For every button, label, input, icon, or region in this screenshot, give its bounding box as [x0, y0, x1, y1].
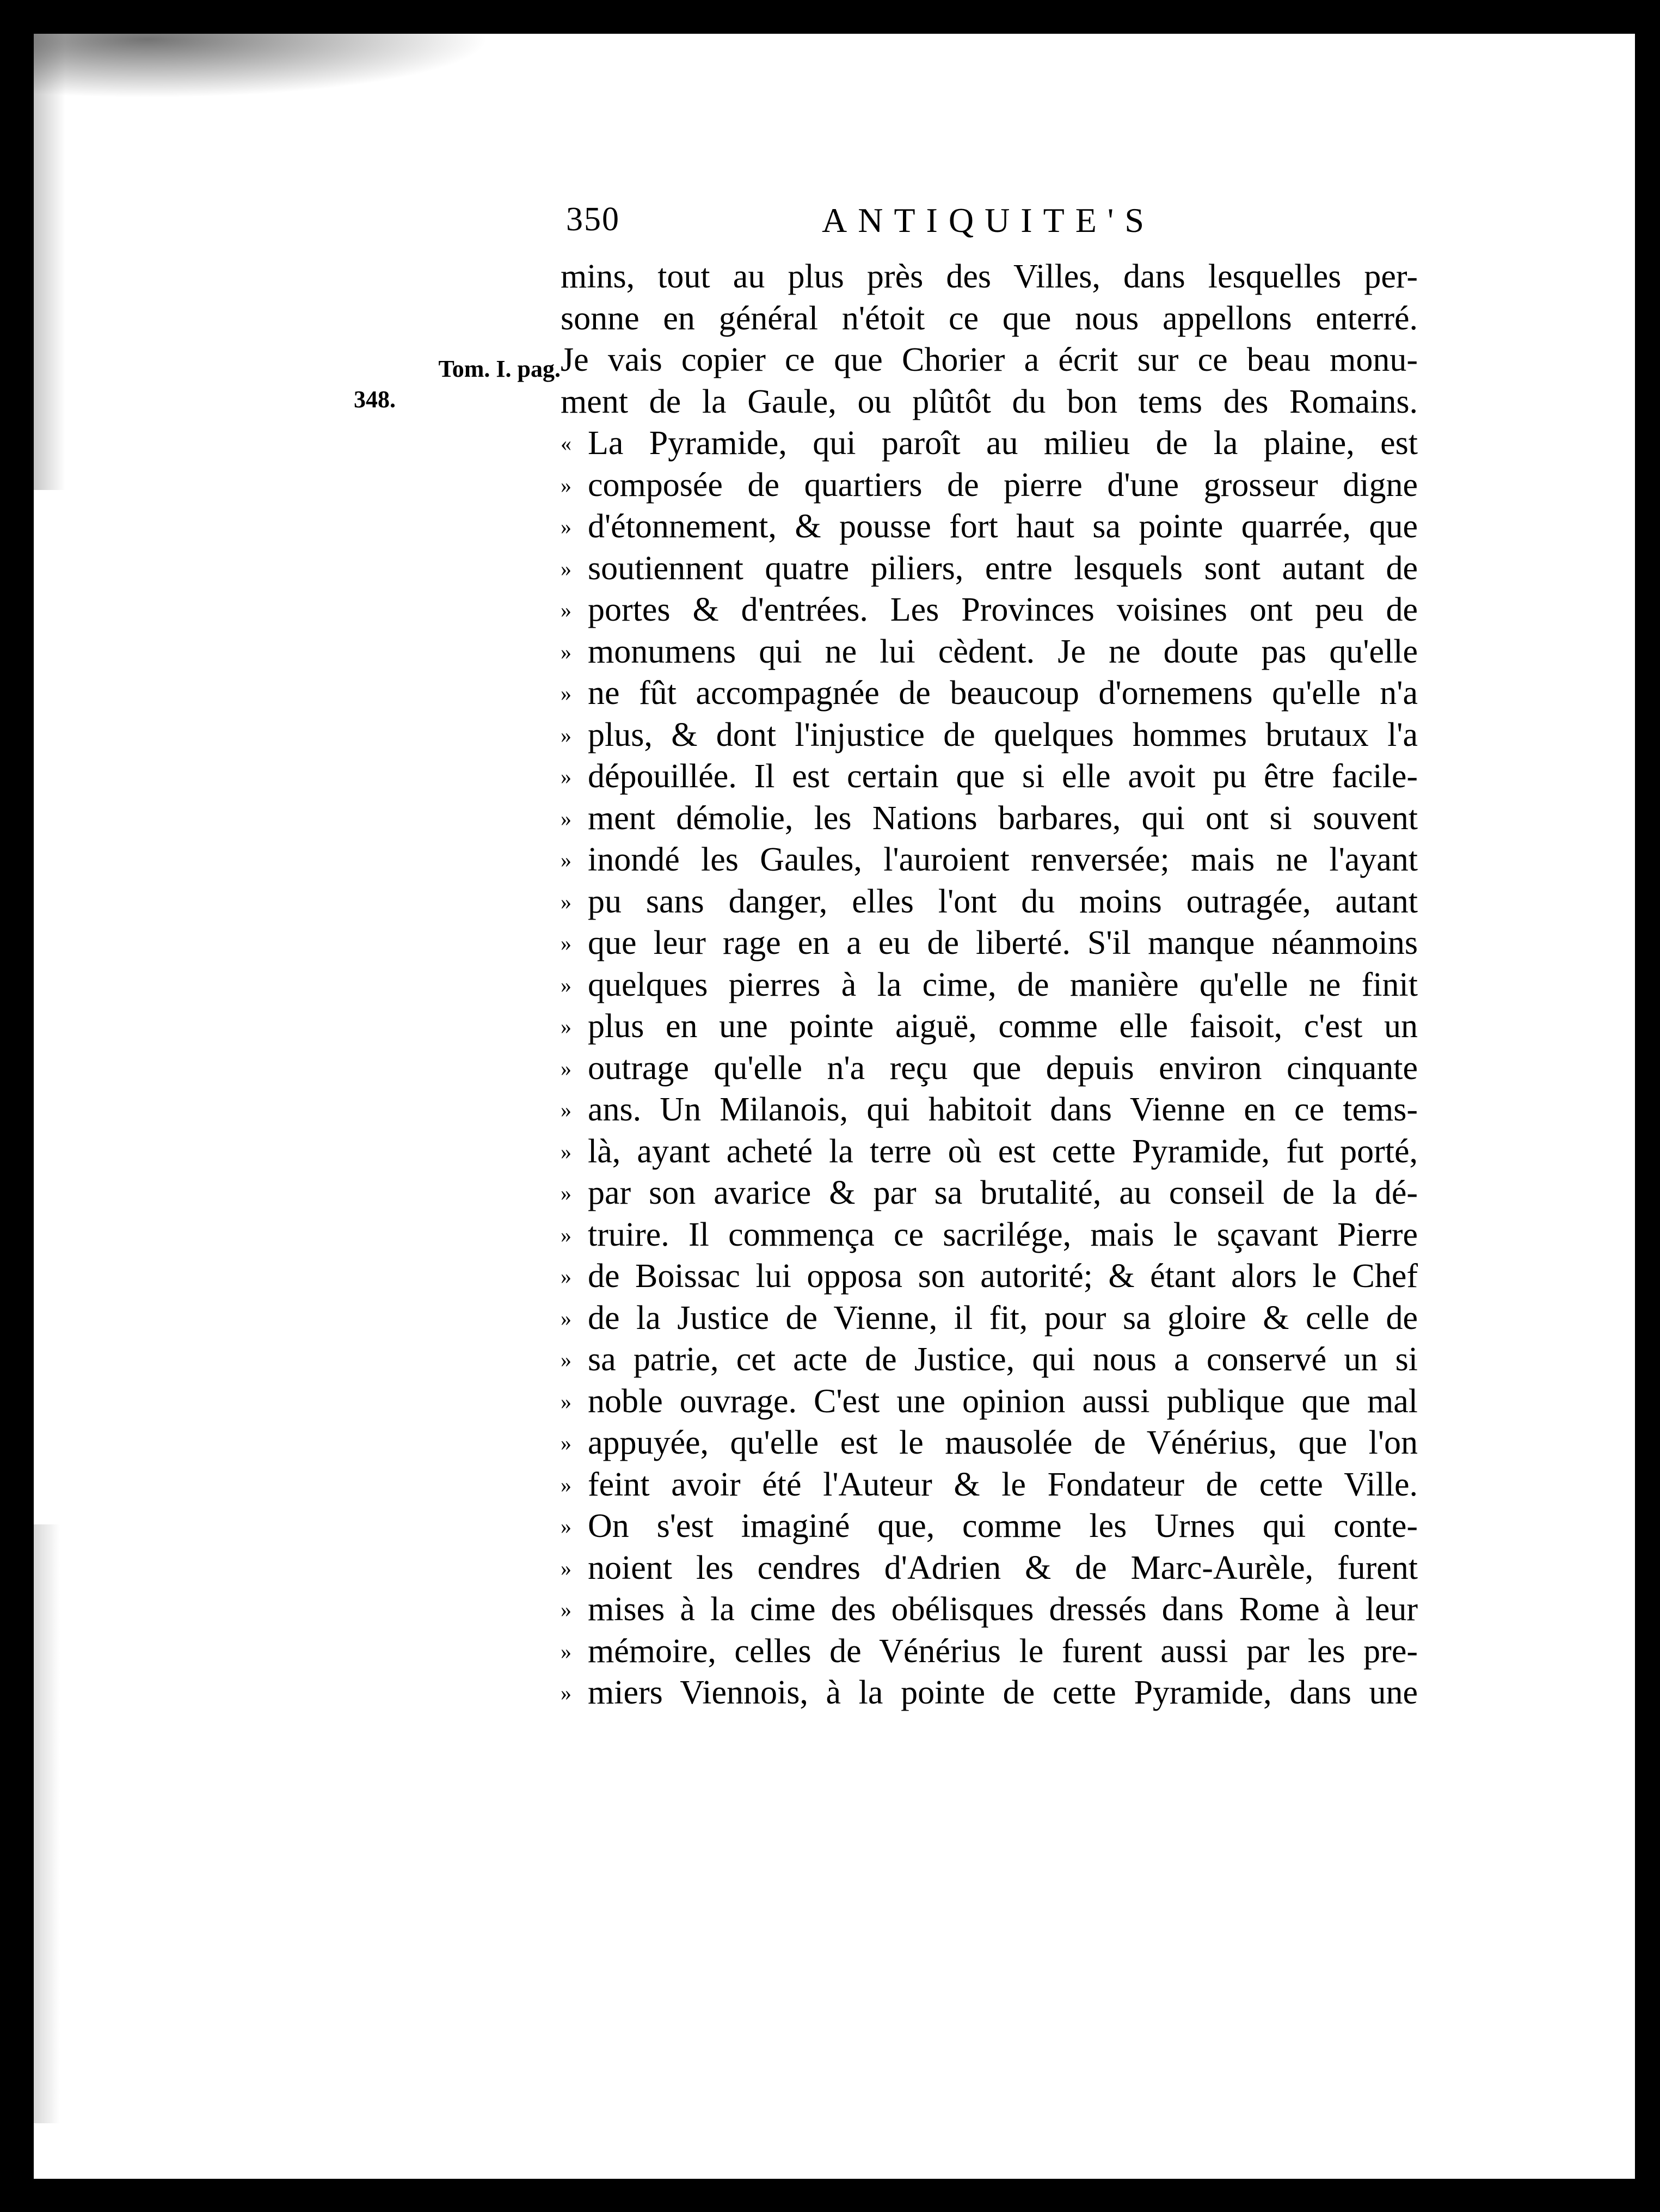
quote-mark: » — [561, 806, 571, 831]
marginal-note-line-1: Tom. I. pag. — [438, 356, 561, 382]
line-text: de la Justice de Vienne, il fit, pour sa gloire & celle de — [588, 1299, 1418, 1337]
text-line — [561, 1422, 1418, 1464]
line-text: ne fût accompagnée de beaucoup d'ornemens qu'elle n'a — [588, 675, 1418, 712]
quote-mark: » — [561, 1681, 571, 1705]
quote-mark: » — [561, 764, 571, 789]
line-text: quelques pierres à la cime, de manière qu'elle ne finit — [588, 966, 1418, 1003]
text-line — [561, 1172, 1418, 1214]
quote-mark: » — [561, 1098, 571, 1122]
text-line — [561, 589, 1418, 631]
text-line — [561, 1672, 1418, 1714]
text-line — [561, 1631, 1418, 1672]
quote-mark: » — [561, 889, 571, 914]
quote-mark: » — [561, 848, 571, 872]
quote-mark: » — [561, 1014, 571, 1039]
text-line — [561, 1505, 1418, 1547]
line-text: ment démolie, les Nations barbares, qui ont si souvent — [588, 799, 1418, 837]
text-line — [561, 1214, 1418, 1256]
line-text: appuyée, qu'elle est le mausolée de Vénérius, que l'on — [588, 1424, 1418, 1461]
line-text: mémoire, celles de Vénérius le furent aussi par les pre- — [588, 1632, 1418, 1670]
quote-mark: » — [561, 1056, 571, 1081]
page-header — [566, 200, 1426, 260]
line-text: On s'est imaginé que, comme les Urnes qui conte- — [588, 1508, 1418, 1545]
line-text: truire. Il commença ce sacrilége, mais le sçavant Pierre — [588, 1216, 1418, 1253]
quote-mark: » — [561, 1472, 571, 1497]
quote-mark: » — [561, 1264, 571, 1289]
quote-mark: » — [561, 1514, 571, 1539]
text-line — [561, 1297, 1418, 1339]
line-text: La Pyramide, qui paroît au milieu de la plaine, est — [588, 425, 1418, 462]
text-line — [561, 1047, 1418, 1089]
scan-shadow-left-lower — [0, 1524, 60, 2123]
running-title: ANTIQUITE'S — [822, 201, 1155, 240]
quote-mark: » — [561, 1306, 571, 1331]
line-text: mises à la cime des obélisques dressés dans Rome à leur — [588, 1591, 1418, 1628]
line-text: là, ayant acheté la terre où est cette Pyramide, fut porté, — [588, 1132, 1418, 1170]
line-text: portes & d'entrées. Les Provinces voisines ont peu de — [588, 591, 1418, 628]
text-line — [561, 381, 1418, 423]
line-text: outrage qu'elle n'a reçu que depuis environ cinquante — [588, 1049, 1418, 1087]
quote-mark: » — [561, 598, 571, 622]
line-text: miers Viennois, à la pointe de cette Pyramide, dans une — [588, 1674, 1418, 1711]
line-text: inondé les Gaules, l'auroient renversée; mais ne l'ayant — [588, 841, 1418, 878]
text-line — [561, 339, 1418, 381]
line-text: plus en une pointe aiguë, comme elle faisoit, c'est un — [588, 1008, 1418, 1045]
quote-mark: » — [561, 1597, 571, 1622]
text-line — [561, 1255, 1418, 1297]
scan-shadow-left — [0, 0, 65, 490]
marginal-note — [354, 354, 561, 415]
line-text: feint avoir été l'Auteur & le Fondateur de cette Ville. — [588, 1466, 1418, 1503]
text-line — [561, 1547, 1418, 1589]
text-line — [561, 1006, 1418, 1047]
text-line — [561, 839, 1418, 881]
line-text: d'étonnement, & pousse fort haut sa pointe quarrée, que — [588, 508, 1418, 545]
text-line — [561, 506, 1418, 548]
line-text: par son avarice & par sa brutalité, au conseil de la dé- — [588, 1174, 1418, 1211]
text-line — [561, 464, 1418, 506]
text-line — [561, 881, 1418, 923]
text-line — [561, 1089, 1418, 1131]
quote-mark: » — [561, 931, 571, 955]
body-text — [561, 256, 1418, 1714]
text-line — [561, 298, 1418, 340]
text-line — [561, 1339, 1418, 1381]
line-text: plus, & dont l'injustice de quelques hommes brutaux l'a — [588, 716, 1418, 753]
text-line — [561, 922, 1418, 964]
line-text: que leur rage en a eu de liberté. S'il manque néanmoins — [588, 924, 1418, 961]
text-line — [561, 1464, 1418, 1506]
scan-shadow-top — [0, 0, 490, 98]
quote-mark: » — [561, 1181, 571, 1205]
line-text: pu sans danger, elles l'ont du moins outragée, autant — [588, 883, 1418, 920]
line-text: soutiennent quatre piliers, entre lesquels sont autant de — [588, 549, 1418, 587]
text-line — [561, 1131, 1418, 1173]
page-number: 350 — [566, 201, 620, 238]
text-line — [561, 672, 1418, 714]
text-line — [561, 631, 1418, 673]
quote-mark: » — [561, 1222, 571, 1247]
line-text: mins, tout au plus près des Villes, dans lesquelles per- — [561, 258, 1418, 295]
line-text: sonne en général n'étoit ce que nous appellons enterré. — [561, 299, 1418, 337]
text-line — [561, 964, 1418, 1006]
quote-mark: » — [561, 722, 571, 747]
quote-mark: » — [561, 639, 571, 664]
quote-mark: » — [561, 1389, 571, 1414]
line-text: dépouillée. Il est certain que si elle avoit pu être facile- — [588, 758, 1418, 795]
quote-mark: » — [561, 1431, 571, 1455]
quote-mark: » — [561, 681, 571, 706]
text-line — [561, 1381, 1418, 1423]
line-text: sa patrie, cet acte de Justice, qui nous a conservé un si — [588, 1341, 1418, 1378]
quote-mark: » — [561, 514, 571, 539]
text-line — [561, 1589, 1418, 1631]
line-text: Je vais copier ce que Chorier a écrit sur ce beau monu- — [561, 341, 1418, 378]
text-line — [561, 422, 1418, 464]
quote-mark: » — [561, 1347, 571, 1372]
quote-mark: » — [561, 556, 571, 581]
text-line — [561, 798, 1418, 840]
quote-mark: » — [561, 473, 571, 498]
quote-mark: » — [561, 1555, 571, 1580]
text-line — [561, 548, 1418, 590]
quote-mark: » — [561, 972, 571, 997]
line-text: noble ouvrage. C'est une opinion aussi publique que mal — [588, 1382, 1418, 1420]
text-line — [561, 256, 1418, 298]
text-line — [561, 714, 1418, 756]
line-text: de Boissac lui opposa son autorité; & étant alors le Chef — [588, 1258, 1418, 1295]
quote-mark: » — [561, 1639, 571, 1664]
line-text: ment de la Gaule, ou plûtôt du bon tems des Romains. — [561, 383, 1418, 420]
line-text: monumens qui ne lui cèdent. Je ne doute pas qu'elle — [588, 633, 1418, 670]
text-line — [561, 756, 1418, 798]
marginal-note-line-2: 348. — [354, 386, 396, 413]
line-text: composée de quartiers de pierre d'une grosseur digne — [588, 466, 1418, 504]
line-text: noient les cendres d'Adrien & de Marc-Aurèle, furent — [588, 1549, 1418, 1586]
line-text: ans. Un Milanois, qui habitoit dans Vienne en ce tems- — [588, 1091, 1418, 1128]
quote-mark: « — [561, 431, 571, 456]
quote-mark: » — [561, 1139, 571, 1164]
